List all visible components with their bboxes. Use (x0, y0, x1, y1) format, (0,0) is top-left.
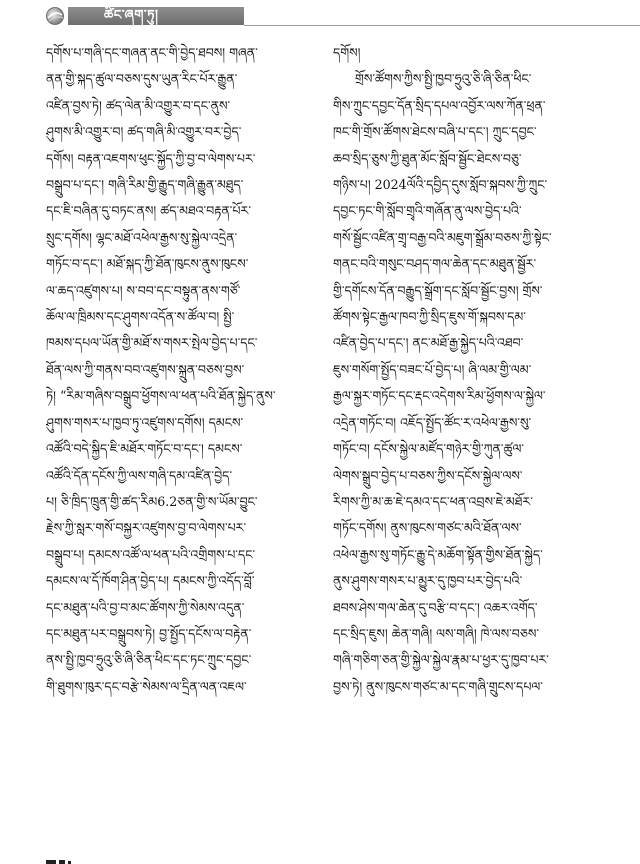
body-text-line: པ། ཅི་ཁྲིད་ཁྲུན་གྱི་ཚད་རིམ6.2ཅན་གྱི་ས་ཡོམ་བྱུང་ (46, 493, 258, 509)
globe-emblem-icon (44, 6, 66, 26)
body-text-line: དགོས། (333, 45, 361, 60)
left-text-column (46, 40, 318, 840)
body-text-line: ཇུས་གསོག་སྤྱོད་བཟང་པོ་བྱེད་པ། ཞི་ལམ་གྱི་ལམ་ (333, 361, 532, 377)
body-text-line: འཚོའི་དོན་དངོས་ཀྱི་ལས་གཞི་དམ་འཛིན་བྱེད་ (46, 467, 233, 483)
body-text-line: དང་མཐུན་པའི་བྱ་བ་མང་ཚོགས་ཀྱི་སེམས་འདུན་ (46, 599, 245, 615)
body-text-line: ཏེ། “རིམ་གཞིས་བསྒྲུབ་ཕྱོགས་ལ་ཕན་པའི་ཐོན་སྐྱེད་ནུས་ (46, 388, 276, 404)
body-text-line: འཛིན་བྱེད་པ་དང་། ནང་མཐོ་རྒྱ་སྐྱེད་པའི་འཐབ་ (333, 335, 524, 351)
page-header (44, 6, 606, 26)
body-text-line: གཞི་གཅིག་ཅན་གྱི་སྐྱེལ་སྐྱེལ་རྣམ་པ་ཕྱར་དུ་ཁྱབ་པར་ (333, 652, 549, 668)
header-divider (244, 25, 640, 26)
body-text-line: རྗེས་ཀྱི་སླར་གསོ་བསྐྱར་འཛུགས་བྱ་བ་ལེགས་པར་ (46, 520, 247, 536)
body-text-line: ཤུགས་མི་འགྱུར་བ། ཚད་གཞི་མི་འགྱུར་བར་བྱེད་ (46, 124, 242, 140)
body-text-line: དགོས། བརྟན་འཇགས་ཕུང་སྐྱོད་ཀྱི་བྱ་བ་ལེགས་པར་ (46, 150, 256, 166)
body-text-line: རྒྱལ་སྐྱར་གཏོང་དང་རྡང་འདེགས་རིམ་ཕྱོགས་ལ་སྐྱེལ་ (333, 388, 546, 404)
body-text-line: ལ་ཆད་འཛུགས་པ། ས་བབ་དང་བསྟུན་ནས་གཙོ་ (46, 282, 241, 298)
body-text-line: ཁང་གི་གྲོས་ཚོགས་ཐེངས་བཞི་པ་དང་། ཀྲུང་དབྱང་ (333, 124, 537, 140)
body-text-line: དང་མཐུན་པར་བསྒྲུབས་ཏེ། བྱ་སྤྱོད་དངོས་ལ་བརྟེན་ (46, 625, 252, 641)
body-text-line: དགོས་པ་གཞི་དང་གཞན་ནང་གི་བྱེད་ཐབས། གཞན་ (46, 45, 258, 60)
body-text-line: བསྒྲུབ་པ། དམངས་འཚོ་ལ་ཕན་པའི་འགྲིགས་པ་དང་ (46, 546, 256, 562)
body-text-line: ཆབ་སྲིད་ཅུས་ཀྱི་ཐུན་མོང་སློབ་སྦྱོང་ཐེངས་བཅུ་ (333, 150, 522, 166)
body-text-line: ནས་སྤྱི་ཁྱབ་ཧྲུའུ་ཅི་ཞི་ཅིན་ཕིང་དང་ཏང་ཀྲུང་དབྱང་ (46, 652, 252, 668)
body-text-line: གིས་ཀྲུང་དབྱང་དོན་སྲིད་དཔལ་འབྱོར་ལས་ཀོན་ཕྲན་ (333, 97, 546, 113)
body-text-line: དང་སྲིད་ཇུས། ཆེན་གཞི། ལས་གཞི། ཁེ་ལས་བཅས་ (333, 625, 539, 641)
body-text-line: དབྱང་ཏང་གི་སློབ་གྲྭའི་གཞོན་ནུ་ལས་བྱེད་པའི་ (333, 203, 522, 219)
body-text-line: དམངས་ལ་དོ་ཁོག་ཤིན་བྱེད་པ། དམངས་ཀྱི་འདོད་བློ་ (46, 573, 255, 589)
body-text-line: གྲོས་ཚོགས་ཀྱིས་སྤྱི་ཁྱབ་ཧྲུའུ་ཅི་ཞི་ཅིན་ཕིང་ (355, 71, 532, 87)
body-text-line: འཚོའི་བདེ་སྐྱིད་ཇི་མཐོར་གཏོང་བ་དང་། དམངས་ (46, 441, 243, 457)
body-text-line: འཛིན་བྱས་ཏེ། ཚད་ལེན་མི་འགྱུར་བ་དང་ནུས་ (46, 97, 231, 113)
body-text-line: ཁམས་དཔལ་ཡོན་གྱི་མཐོ་ས་གསར་སྤེལ་བྱེད་པ་དང་ (46, 335, 258, 351)
body-text-line: རིགས་ཀྱི་མ་ཆ་ཇེ་དམའ་དང་ཕན་འབྲས་ཇེ་མཐོར་ (333, 493, 533, 509)
body-text-line: ལེགས་སྒྲུབ་བྱེད་པ་བཅས་ཀྱིས་དངོས་སྐྱེལ་ལས་ (333, 467, 523, 483)
body-text-line: གཏོང་བ་དང་། མཐོ་སྐད་ཀྱི་ཐོན་ཁུངས་ནུས་ཁུངས་ (46, 256, 249, 272)
body-text-line: གྱི་དགོངས་དོན་བརྒྱུད་སྒྲོག་དང་སློབ་སྦྱོང་བྱས། གྲོས་ (333, 282, 543, 298)
body-text-line: གཏོང་བ། དངོས་སྐྱེལ་མཛོད་གཉེར་གྱི་ཀུན་ཚུལ་ (333, 441, 525, 457)
body-text-line: གཏོང་དགོས། ནུས་ཁུངས་གཙང་མའི་ཐོན་ལས་ (333, 520, 522, 536)
body-text-line: ནན་གྱི་སྐད་ཚུལ་བཅས་དུས་ཡུན་རིང་པོར་རྒྱུན་ (46, 71, 238, 87)
body-text-line: གནང་བའི་གསུང་བཤད་གལ་ཆེན་དང་མཐུན་སྦྱོར་ (333, 256, 537, 272)
body-text-line: ཆོལ་ལ་ཁྲིམས་དང་ཤུགས་འདོན་ས་ཚོལ་བ། སྤྱི་ (46, 309, 235, 325)
body-text-line: གསོ་སྦྱོང་འཛིན་གྲྭ་བརྒྱ་བའི་མཇུག་སྒྲོམ་བཅས་ཀྱི་སྟེང་ (333, 229, 552, 245)
body-text-line: འདྲེན་གཏོང་བ། འཇོད་སྤྱོད་ཚོང་ར་འཕེལ་རྒྱས་སུ་ (333, 414, 532, 430)
body-text-line: འཕེལ་རྒྱས་སུ་གཏོང་རྒྱུ་དེ་མཆོག་སྟོན་གྱིས་ཐོན་སྐྱེད་ (333, 546, 543, 562)
right-text-column (333, 40, 605, 840)
body-text-line: གཉིས་པ། 2024ལོའི་དབྱིད་དུས་སློབ་སྐབས་ཀྱི་ཀྲུང་ (333, 177, 548, 193)
body-text-line: བྱས་ཏེ། ནུས་ཁུངས་གཙང་མ་དང་གཞི་གྲུངས་དཔལ་ (333, 678, 543, 694)
body-text-line: ནུས་ཤུགས་གསར་པ་མྱུར་དུ་ཁྱབ་པར་བྱེད་པའི་ (333, 573, 523, 589)
body-text-line: ཐབས་ཤེས་གལ་ཆེན་དུ་བརྩི་བ་དང་། འཆར་འགོད་ (333, 599, 538, 615)
body-text-line: ཐོན་ལས་ཀྱི་གནས་བབ་འཛུགས་སྐྲུན་བཅས་བྱས་ (46, 361, 245, 377)
body-text-line: སྲུང་དགོས། ལྷང་མཐོ་འཕེལ་རྒྱས་སུ་སྐྱེལ་འདྲེན་ (46, 229, 238, 245)
body-text-line: ཚོགས་སྟེང་རྒྱལ་ཁབ་ཀྱི་སྲིད་ཇུས་གོ་སྐབས་དམ་ (333, 309, 526, 325)
page-number-fragment (46, 854, 106, 864)
section-title: ཚིང་ཞག་ཏུ། (68, 7, 244, 25)
body-text-line: གི་ཐུགས་ཁུར་དང་བརྩེ་སེམས་ལ་དྲིན་ལན་འཇལ་ (46, 678, 247, 694)
body-text-line: ཤུགས་གསར་པ་ཁྱབ་ཏུ་འཛུགས་དགོས། དམངས་ (46, 414, 244, 430)
body-text-line: དང་ཇི་བཞིན་དུ་བཏང་ནས། ཚད་མཐའ་བརྟན་པོར་ (46, 203, 251, 219)
body-text-line: བསྒྲུབ་པ་དང་། གཞི་རིམ་གྱི་རྒྱུད་གཞི་རྒྱུན་མཐུད་ (46, 177, 244, 193)
